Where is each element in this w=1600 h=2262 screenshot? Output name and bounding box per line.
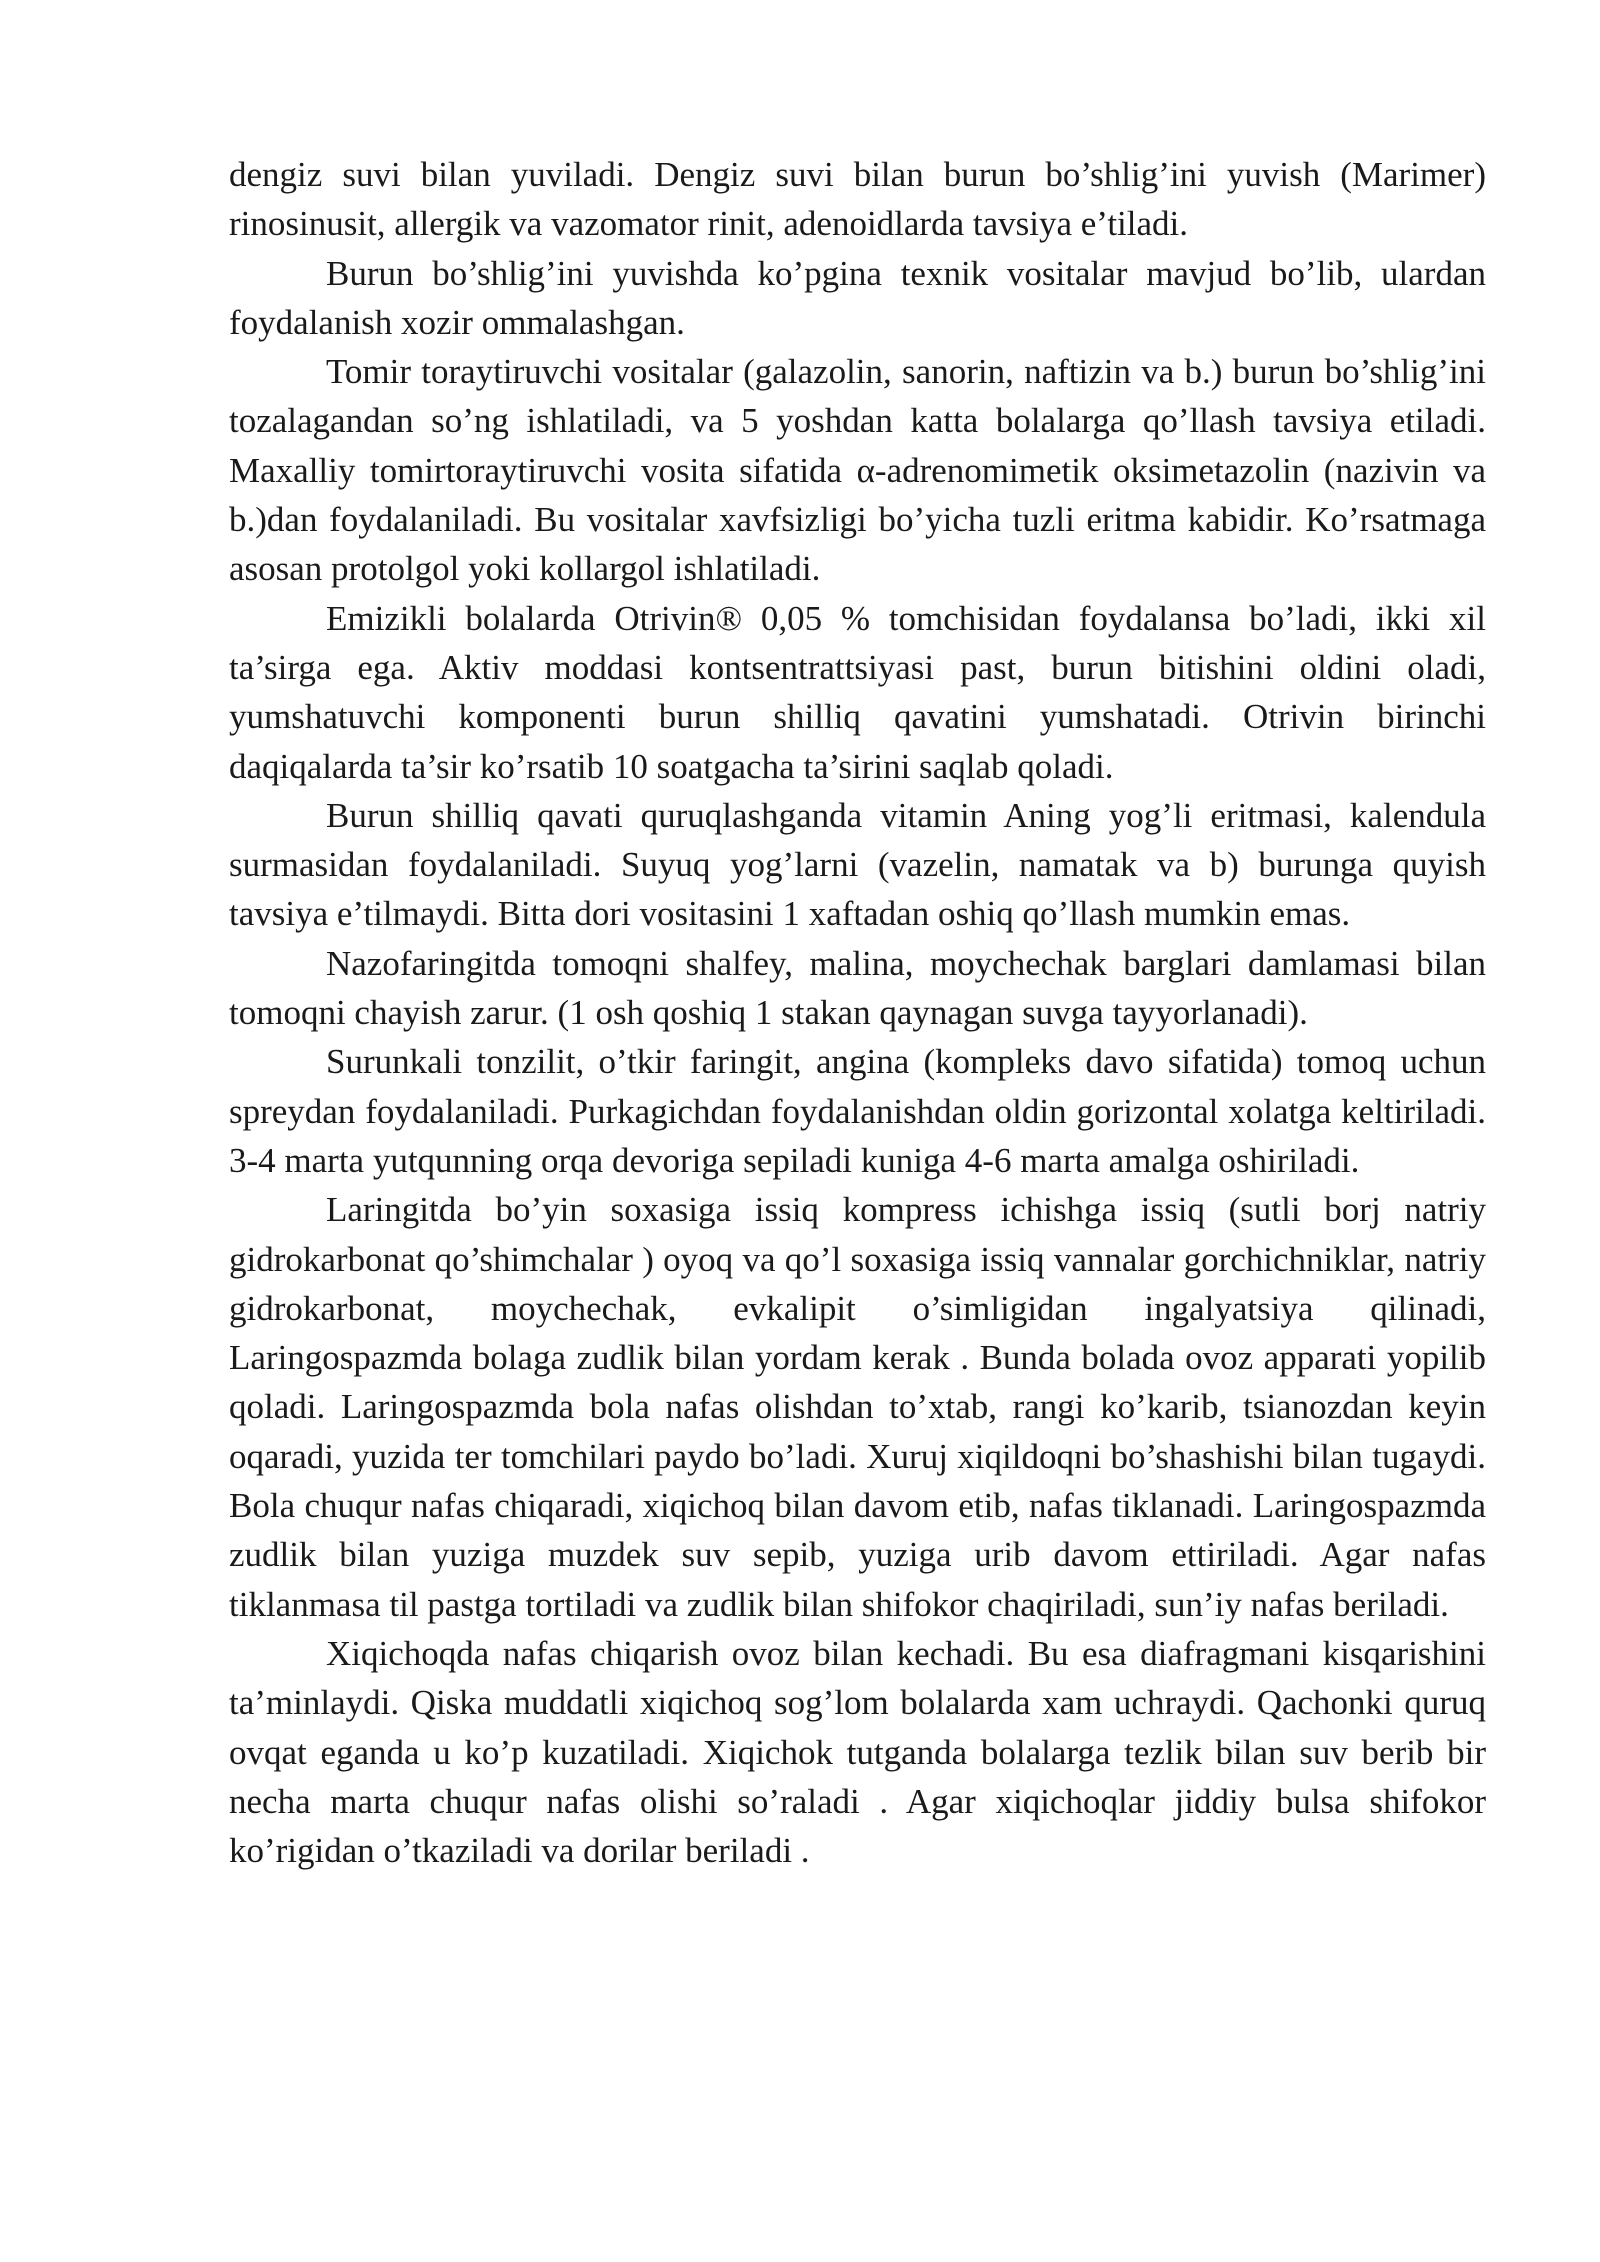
paragraph-laryngitis-laryngospasm: Laringitda bo’yin soxasiga issiq kompress ichishga issiq (sutli borj natriy gidrokarbonat qo’shimchalar ) oyoq va qo’l soxasiga issiq vannalar gorchichniklar, natriy gidrokarbonat, moychechak, evkalipit o’simligidan ingalyatsiya qilinadi, Laringospazmda bolaga zudlik bilan yordam kerak . Bunda bolada ovoz apparati yopilib qoladi. Laringospazmda bola nafas olishdan to’xtab, rangi ko’karib, tsianozdan keyin oqaradi, yuzida ter tomchilari paydo bo’ladi. Xuruj xiqildoqni bo’shashishi bilan tugaydi. Bola chuqur nafas chiqaradi, xiqichoq bilan davom etib, nafas tiklanadi. Laringospazmda zudlik bilan yuziga muzdek suv sepib, yuziga urib davom ettiriladi. Agar nafas tiklanmasa til pastga tortiladi va zudlik bilan shifokor chaqiriladi, sun’iy nafas beriladi. xyxy=(229,1190,1486,1624)
document-body xyxy=(229,150,1486,1875)
paragraph-nasopharyngitis: Nazofaringitda tomoqni shalfey, malina, moychechak barglari damlamasi bilan tomoqni chayish zarur. (1 osh qoshiq 1 stakan qaynagan suvga tayyorlanadi). xyxy=(229,943,1486,1033)
paragraph-marimer-rinse: dengiz suvi bilan yuviladi. Dengiz suvi bilan burun bo’shlig’ini yuvish (Marimer) rinosinusit, allergik va vazomator rinit, adenoidlarda tavsiya e’tiladi. xyxy=(229,155,1486,244)
paragraph-tonsillitis-spray: Surunkali tonzilit, o’tkir faringit, angina (kompleks davo sifatida) tomoq uchun spreydan foydalaniladi. Purkagichdan foydalanishdan oldin gorizontal xolatga keltiriladi. 3-4 marta yutqunning orqa devoriga sepiladi kuniga 4-6 marta amalga oshiriladi. xyxy=(229,1042,1486,1180)
paragraph-nasal-rinse-tools: Burun bo’shlig’ini yuvishda ko’pgina texnik vositalar mavjud bo’lib, ulardan foydalanish xozir ommalashgan. xyxy=(229,253,1486,342)
paragraph-dry-mucosa: Burun shilliq qavati quruqlashganda vitamin Aning yog’li eritmasi, kalendula surmasidan foydalaniladi. Suyuq yog’larni (vazelin, namatak va b) burunga quyish tavsiya e’tilmaydi. Bitta dori vositasini 1 xaftadan oshiq qo’llash mumkin emas. xyxy=(229,795,1486,934)
paragraph-hiccups: Xiqichoqda nafas chiqarish ovoz bilan kechadi. Bu esa diafragmani kisqarishini ta’minlaydi. Qiska muddatli xiqichoq sog’lom bolalarda xam uchraydi. Qachonki quruq ovqat eganda u ko’p kuzatiladi. Xiqichok tutganda bolalarga tezlik bilan suv berib bir necha marta chuqur nafas olishi so’raladi . Agar xiqichoqlar jiddiy bulsa shifokor ko’rigidan o’tkaziladi va dorilar beriladi . xyxy=(229,1633,1486,1871)
paragraph-vasoconstrictors: Tomir toraytiruvchi vositalar (galazolin, sanorin, naftizin va b.) burun bo’shlig’ini tozalagandan so’ng ishlatiladi, va 5 yoshdan katta bolalarga qo’llash tavsiya etiladi. Maxalliy tomirtoraytiruvchi vosita sifatida α-adrenomimetik oksimetazolin (nazivin va b.)dan foydalaniladi. Bu vositalar xavfsizligi bo’yicha tuzli eritma kabidir. Ko’rsatmaga asosan protolgol yoki kollargol ishlatiladi. xyxy=(229,352,1486,589)
paragraph-otrivin: Emizikli bolalarda Otrivin® 0,05 % tomchisidan foydalansa bo’ladi, ikki xil ta’sirga ega. Aktiv moddasi kontsentrattsiyasi past, burun bitishini oldini oladi, yumshatuvchi komponenti burun shilliq qavatini yumshatadi. Otrivin birinchi daqiqalarda ta’sir ko’rsatib 10 soatgacha ta’sirini saqlab qoladi. xyxy=(229,598,1486,786)
